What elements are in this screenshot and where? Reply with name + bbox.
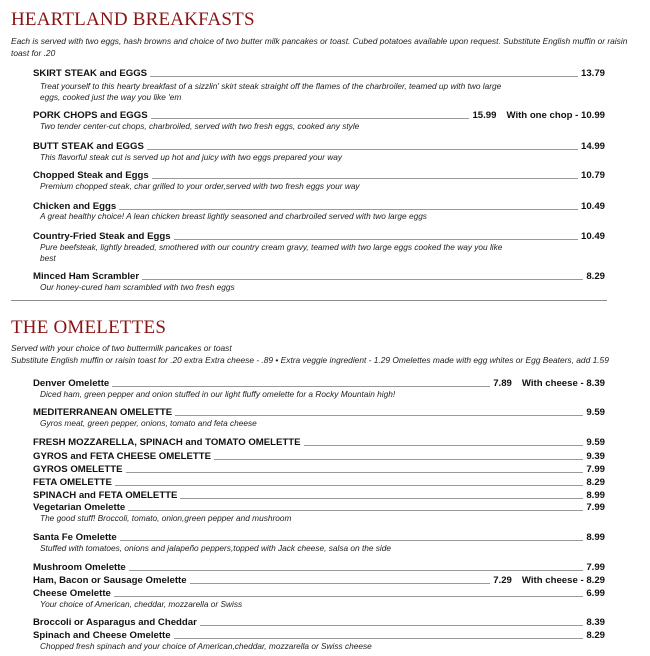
menu-item-broccoli-asparagus bbox=[33, 615, 605, 628]
item-name: SKIRT STEAK and EGGS bbox=[33, 68, 148, 79]
dot-leader bbox=[114, 596, 583, 597]
item-price: 9.39 bbox=[586, 451, 605, 462]
item-name: Cheese Omelette bbox=[33, 588, 111, 599]
item-price: 6.99 bbox=[586, 588, 605, 599]
dot-leader bbox=[304, 445, 584, 446]
dot-leader bbox=[112, 386, 490, 387]
item-name: Ham, Bacon or Sausage Omelette bbox=[33, 575, 187, 586]
item-description: Stuffed with tomatoes, onions and jalapeño peppers,topped with Jack cheese, salsa on the side bbox=[40, 543, 392, 553]
dot-leader bbox=[174, 638, 584, 639]
menu-item-ham-bacon-sausage-omelette bbox=[33, 573, 605, 586]
dot-leader bbox=[152, 178, 578, 179]
item-description: Diced ham, green pepper and onion stuffed in our light fluffy omelette for a Rocky Mountain high! bbox=[40, 389, 396, 399]
menu-item-gyros-omelette bbox=[33, 462, 605, 475]
item-price: 10.79 bbox=[580, 170, 605, 181]
item-name: Minced Ham Scrambler bbox=[33, 271, 140, 282]
item-price: 9.59 bbox=[586, 407, 605, 418]
menu-item-mushroom-omelette bbox=[33, 560, 605, 573]
dot-leader bbox=[150, 76, 578, 77]
menu-item-spinach-cheese-omelette bbox=[33, 628, 605, 641]
dot-leader bbox=[142, 279, 583, 280]
item-description: This flavorful steak cut is served up hot and juicy with two eggs prepared your way bbox=[40, 152, 343, 162]
item-description: Our honey-cured ham scrambled with two fresh eggs bbox=[40, 282, 235, 292]
breakfasts-intro: Each is served with two eggs, hash browns and choice of two butter milk pancakes or toast. Cubed potatoes available upon request. Substitute English muffin or raisin toast for .20 bbox=[11, 36, 628, 58]
item-price: 7.99 bbox=[586, 464, 605, 475]
item-price: 7.29 bbox=[493, 575, 512, 586]
item-price: 8.99 bbox=[586, 490, 605, 501]
dot-leader bbox=[175, 415, 583, 416]
omelettes-intro: Served with your choice of two buttermilk pancakes or toast bbox=[11, 343, 232, 353]
dot-leader bbox=[120, 540, 584, 541]
item-price: 7.89 bbox=[493, 378, 512, 389]
item-description: Treat yourself to this hearty breakfast of a sizzlin' skirt steak straight off the flames of the charbroiler, teamed up with two large eggs, cooked just the way you like 'em bbox=[40, 81, 502, 102]
item-name: Santa Fe Omelette bbox=[33, 532, 117, 543]
item-description: Premium chopped steak, char grilled to your order,served with two fresh eggs your way bbox=[40, 181, 360, 191]
dot-leader bbox=[174, 239, 578, 240]
item-name: Country-Fried Steak and Eggs bbox=[33, 231, 171, 242]
item-price: 7.99 bbox=[586, 562, 605, 573]
item-description: Gyros meat, green pepper, onions, tomato and feta cheese bbox=[40, 418, 257, 428]
item-price: 9.59 bbox=[586, 437, 605, 448]
item-name: Chicken and Eggs bbox=[33, 201, 117, 212]
menu-item-feta-omelette bbox=[33, 475, 605, 488]
section-divider bbox=[11, 300, 607, 301]
item-price: 10.49 bbox=[580, 231, 605, 242]
dot-leader bbox=[200, 625, 583, 626]
menu-item-skirt-steak bbox=[33, 66, 605, 79]
item-name: SPINACH and FETA OMELETTE bbox=[33, 490, 178, 501]
item-price: 10.49 bbox=[580, 201, 605, 212]
item-price-alt: With one chop - 10.99 bbox=[506, 110, 605, 121]
item-price: 7.99 bbox=[586, 502, 605, 513]
item-name: GYROS OMELETTE bbox=[33, 464, 123, 475]
menu-item-mozzarella-omelette bbox=[33, 435, 605, 448]
menu-item-country-fried-steak bbox=[33, 229, 605, 242]
item-description: The good stuff! Broccoli, tomato, onion,green pepper and mushroom bbox=[40, 513, 292, 523]
item-price: 8.29 bbox=[586, 630, 605, 641]
item-description: Chopped fresh spinach and your choice of American,cheddar, mozzarella or Swiss cheese bbox=[40, 641, 372, 651]
item-name: PORK CHOPS and EGGS bbox=[33, 110, 148, 121]
menu-item-gyros-feta-omelette bbox=[33, 449, 605, 462]
item-name: BUTT STEAK and EGGS bbox=[33, 141, 144, 152]
item-price: 8.29 bbox=[586, 271, 605, 282]
dot-leader bbox=[115, 485, 583, 486]
item-name: Mushroom Omelette bbox=[33, 562, 126, 573]
dot-leader bbox=[128, 510, 583, 511]
item-name: FETA OMELETTE bbox=[33, 477, 112, 488]
dot-leader bbox=[119, 209, 578, 210]
menu-item-santa-fe-omelette bbox=[33, 530, 605, 543]
item-name: Vegetarian Omelette bbox=[33, 502, 126, 513]
item-name: Spinach and Cheese Omelette bbox=[33, 630, 171, 641]
omelettes-intro-substitutions: Substitute English muffin or raisin toast for .20 extra Extra cheese - .89 • Extra veggie ingredient - 1.29 Omelettes made with egg whites or Egg Beaters, add 1.59 bbox=[11, 355, 609, 365]
item-price: 8.99 bbox=[586, 532, 605, 543]
dot-leader bbox=[214, 459, 583, 460]
item-price-alt: With cheese - 8.29 bbox=[521, 575, 605, 586]
menu-item-pork-chops bbox=[33, 108, 605, 121]
item-price: 13.79 bbox=[580, 68, 605, 79]
dot-leader bbox=[190, 583, 491, 584]
item-name: GYROS and FETA CHEESE OMELETTE bbox=[33, 451, 212, 462]
menu-item-chopped-steak bbox=[33, 168, 605, 181]
item-description: Pure beefsteak, lightly breaded, smothered with our country cream gravy, teamed with two large eggs cooked the way you like best bbox=[40, 242, 503, 263]
menu-item-denver-omelette bbox=[33, 376, 605, 389]
item-description: A great healthy choice! A lean chicken breast lightly seasoned and charbroiled served with two large eggs bbox=[40, 211, 427, 221]
item-name: MEDITERRANEAN OMELETTE bbox=[33, 407, 173, 418]
menu-item-cheese-omelette bbox=[33, 586, 605, 599]
breakfasts-title: HEARTLAND BREAKFASTS bbox=[11, 9, 255, 30]
item-price: 14.99 bbox=[580, 141, 605, 152]
dot-leader bbox=[151, 118, 470, 119]
dot-leader bbox=[180, 498, 583, 499]
menu-item-butt-steak bbox=[33, 139, 605, 152]
menu-item-mediterranean-omelette bbox=[33, 405, 605, 418]
dot-leader bbox=[129, 570, 584, 571]
item-name: Broccoli or Asparagus and Cheddar bbox=[33, 617, 197, 628]
item-name: Chopped Steak and Eggs bbox=[33, 170, 149, 181]
item-price: 8.39 bbox=[586, 617, 605, 628]
omelettes-title: THE OMELETTES bbox=[11, 317, 167, 338]
menu-item-minced-ham bbox=[33, 269, 605, 282]
item-price: 15.99 bbox=[472, 110, 497, 121]
item-description: Two tender center-cut chops, charbroiled, served with two fresh eggs, cooked any style bbox=[40, 121, 360, 131]
item-price-alt: With cheese - 8.39 bbox=[521, 378, 605, 389]
item-name: FRESH MOZZARELLA, SPINACH and TOMATO OMELETTE bbox=[33, 437, 301, 448]
item-name: Denver Omelette bbox=[33, 378, 110, 389]
dot-leader bbox=[126, 472, 584, 473]
item-description: Your choice of American, cheddar, mozzarella or Swiss bbox=[40, 599, 243, 609]
menu-item-vegetarian-omelette bbox=[33, 500, 605, 513]
dot-leader bbox=[147, 149, 578, 150]
item-price: 8.29 bbox=[586, 477, 605, 488]
